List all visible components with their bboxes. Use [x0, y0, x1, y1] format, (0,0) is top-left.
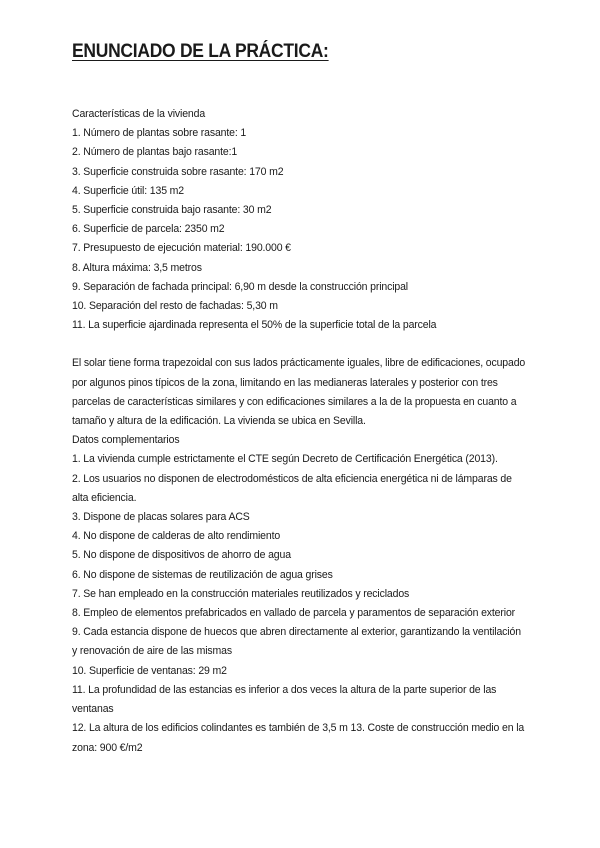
complementary-item: 7. Se han empleado en la construcción materiales reutilizados y reciclados — [72, 587, 410, 600]
feature-item: 11. La superficie ajardinada representa el 50% de la superficie total de la parcela — [72, 319, 437, 332]
feature-item: 9. Separación de fachada principal: 6,90 m desde la construcción principal — [72, 280, 409, 293]
feature-item: 7. Presupuesto de ejecución material: 190.000 € — [72, 242, 291, 255]
complementary-item: 10. Superficie de ventanas: 29 m2 — [72, 664, 227, 677]
feature-item: 10. Separación del resto de fachadas: 5,30 m — [72, 300, 278, 313]
complementary-item: 9. Cada estancia dispone de huecos que abren directamente al exterior, garantizando la ventilación y renovación de aire de las mismas — [72, 626, 521, 658]
feature-item: 6. Superficie de parcela: 2350 m2 — [72, 223, 225, 236]
complementary-item: 12. La altura de los edificios colindantes es también de 3,5 m 13. Coste de construcción medio en la zona: 900 €/m2 — [72, 722, 525, 754]
complementary-item: 1. La vivienda cumple estrictamente el CTE según Decreto de Certificación Energética (2013). — [72, 453, 498, 466]
complementary-item: 3. Dispone de placas solares para ACS — [72, 511, 250, 524]
feature-item: 2. Número de plantas bajo rasante:1 — [72, 146, 238, 159]
feature-item: 3. Superficie construida sobre rasante: 170 m2 — [72, 165, 284, 178]
feature-item: 1. Número de plantas sobre rasante: 1 — [72, 127, 247, 140]
complementary-item: 2. Los usuarios no disponen de electrodomésticos de alta eficiencia energética ni de lámparas de alta eficiencia. — [72, 472, 512, 504]
description-section — [72, 354, 528, 757]
complementary-item: 6. No dispone de sistemas de reutilización de agua grises — [72, 568, 333, 581]
feature-item: 8. Altura máxima: 3,5 metros — [72, 261, 202, 274]
feature-item: 5. Superficie construida bajo rasante: 30 m2 — [72, 204, 272, 217]
complementary-item: 4. No dispone de calderas de alto rendimiento — [72, 530, 281, 543]
page-title: ENUNCIADO DE LA PRÁCTICA: — [72, 41, 329, 62]
complementary-heading: Datos complementarios — [72, 434, 180, 447]
site-description-paragraph: El solar tiene forma trapezoidal con sus lados prácticamente iguales, libre de edificaciones, ocupado por algunos pinos típicos de la zona, limitando en las medianeras laterales y posterior con tres parcelas de características similares y con edificaciones similares a la de la propuesta en cuanto a tamaño y altura de la edificación. La vivienda se ubica en Sevilla. — [72, 357, 526, 428]
complementary-item: 5. No dispone de dispositivos de ahorro de agua — [72, 549, 291, 562]
features-section — [72, 105, 528, 335]
complementary-item: 11. La profundidad de las estancias es inferior a dos veces la altura de la parte superior de las ventanas — [72, 683, 497, 716]
complementary-item: 8. Empleo de elementos prefabricados en vallado de parcela y paramentos de separación exterior — [72, 607, 516, 620]
document-page — [72, 40, 532, 758]
features-heading: Características de la vivienda — [72, 108, 206, 120]
feature-item: 4. Superficie útil: 135 m2 — [72, 184, 185, 197]
